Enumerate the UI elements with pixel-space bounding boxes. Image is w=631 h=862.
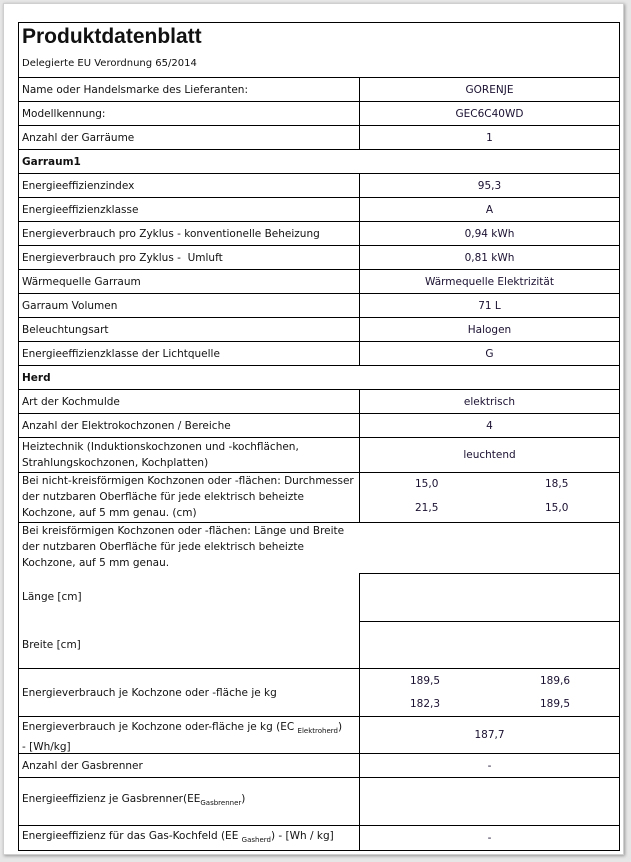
consumption-value: 182,3 [410, 698, 441, 710]
label-line2: - [Wh/kg] [22, 741, 71, 754]
table-row-zones [19, 413, 619, 437]
row-value: GEC6C40WD [359, 102, 619, 125]
row-value: GORENJE [359, 78, 619, 101]
table-row-ec-elektroherd [19, 716, 619, 753]
diameter-value: 15,0 [545, 502, 569, 514]
table-row-heat-source [19, 269, 619, 293]
table-row-ee-gasherd [19, 825, 619, 850]
row-value: 187,7 [359, 717, 619, 753]
table-row-supplier [19, 77, 619, 101]
row-value: A [359, 198, 619, 221]
row-label: Anzahl der Garräume [22, 131, 135, 144]
row-label: Energieverbrauch pro Zyklus - Umluft [22, 251, 223, 264]
table-row-model [19, 101, 619, 125]
row-label [22, 826, 357, 850]
diameter-value: 15,0 [415, 478, 439, 490]
label-tail: ) [337, 721, 343, 733]
row-label: Anzahl der Elektrokochzonen / Bereiche [22, 419, 231, 432]
table-row-zone-consumption [19, 668, 619, 716]
label-main: Energieeffizienz für das Gas-Kochfeld (EE [22, 829, 242, 842]
row-value: 0,94 kWh [359, 222, 619, 245]
row-label: Energieeffizienzklasse der Lichtquelle [22, 347, 220, 360]
table-row-eei [19, 173, 619, 197]
consumption-value: 189,5 [410, 675, 441, 687]
section-header-hob [19, 365, 619, 389]
page-title: Produktdatenblatt [22, 25, 202, 48]
row-value: - [359, 754, 619, 777]
section-title: Herd [22, 371, 51, 384]
product-data-table [18, 22, 620, 851]
row-value: 71 L [359, 294, 619, 317]
row-label: Bei nicht-kreisförmigen Kochzonen oder -flächen: Durchmesser der nutzbaren Oberfläche für jede elektrisch beheizte Kochzone, auf 5 mm genau. (cm) [22, 475, 354, 519]
label-main: Energieeffizienz je Gasbrenner(EE [22, 793, 201, 806]
row-label: Name oder Handelsmarke des Lieferanten: [22, 83, 248, 96]
row-label [22, 778, 357, 825]
row-value: 95,3 [359, 174, 619, 197]
row-value: G [359, 342, 619, 365]
table-row-light-class [19, 341, 619, 365]
row-value-grid [359, 669, 619, 716]
length-value-cell [359, 573, 619, 621]
table-row-volume [19, 293, 619, 317]
row-value: elektrisch [359, 390, 619, 413]
row-value: Wärmequelle Elektrizität [359, 270, 619, 293]
table-row-cavities [19, 125, 619, 149]
row-label: Heiztechnik (Induktionskochzonen und -kochflächen, Strahlungskochzonen, Kochplatten) [22, 441, 299, 469]
header-row [19, 23, 619, 77]
row-value: 4 [359, 414, 619, 437]
table-row-diameter [19, 472, 619, 522]
section-header-oven [19, 149, 619, 173]
row-label: Art der Kochmulde [22, 395, 120, 408]
row-value-grid [359, 473, 619, 522]
document-page [3, 3, 624, 855]
table-row-gas-burners [19, 753, 619, 777]
section-title: Garraum1 [22, 155, 81, 168]
row-label: Energieeffizienzindex [22, 179, 135, 192]
regulation-subtitle: Delegierte EU Verordnung 65/2014 [22, 58, 197, 69]
diameter-value: 21,5 [415, 502, 439, 514]
row-value [359, 778, 619, 825]
row-label: Wärmequelle Garraum [22, 275, 141, 288]
length-label: Länge [cm] [22, 591, 82, 603]
table-row-fan [19, 245, 619, 269]
width-value-cell [359, 621, 619, 669]
row-label: Energieeffizienzklasse [22, 203, 139, 216]
row-label: Bei kreisförmigen Kochzonen oder -flächen: Länge und Breite der nutzbaren Oberfläche für jede elektrisch beheizte Kochzone, auf 5 mm genau. [22, 525, 345, 569]
row-value: - [359, 826, 619, 850]
label-subscript: Gasherd [241, 836, 271, 845]
table-row-hob-type [19, 389, 619, 413]
row-label: Energieverbrauch pro Zyklus - konventionelle Beheizung [22, 227, 320, 240]
table-row-energy-class [19, 197, 619, 221]
row-label: Energieverbrauch je Kochzone oder -fläche je kg [22, 686, 277, 699]
label-main: Energieverbrauch je Kochzone oder-fläche je kg (EC [22, 721, 298, 733]
row-label [22, 717, 357, 753]
row-value: 1 [359, 126, 619, 149]
row-label: Garraum Volumen [22, 299, 118, 312]
diameter-value: 18,5 [545, 478, 569, 490]
row-label: Beleuchtungsart [22, 323, 109, 336]
label-subscript: Gasbrenner [200, 799, 242, 808]
row-value: leuchtend [359, 438, 619, 472]
table-row-lighting [19, 317, 619, 341]
table-row-circular [19, 522, 619, 668]
label-subscript: Elektroherd [297, 727, 338, 736]
row-value: Halogen [359, 318, 619, 341]
label-tail: ) [241, 793, 246, 806]
consumption-value: 189,5 [540, 698, 571, 710]
row-label: Anzahl der Gasbrenner [22, 759, 143, 772]
table-row-conventional [19, 221, 619, 245]
label-tail: ) - [Wh / kg] [270, 829, 334, 842]
row-value: 0,81 kWh [359, 246, 619, 269]
width-label: Breite [cm] [22, 639, 81, 651]
table-row-ee-gasbrenner [19, 777, 619, 825]
table-row-heating-tech [19, 437, 619, 472]
row-label: Modellkennung: [22, 107, 106, 120]
consumption-value: 189,6 [540, 675, 571, 687]
